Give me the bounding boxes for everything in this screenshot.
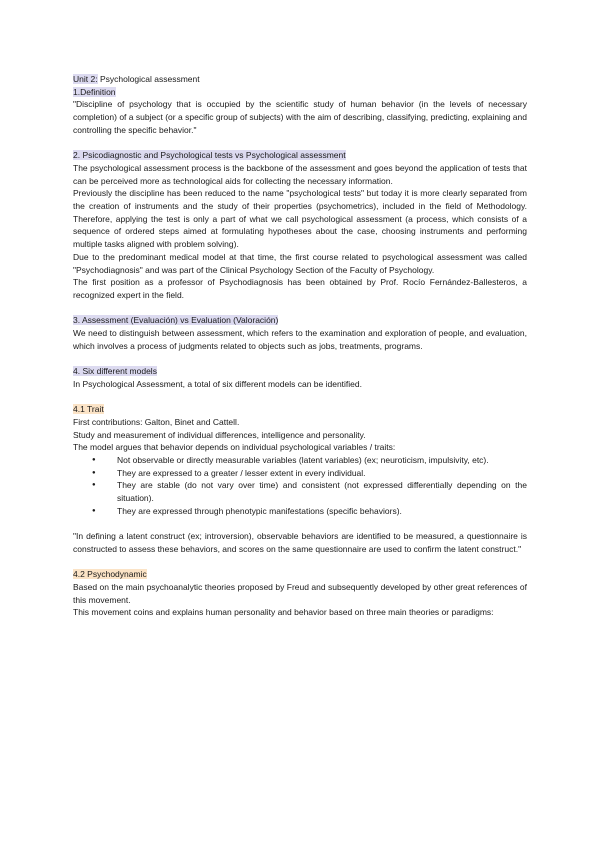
trait-quote: "In defining a latent construct (ex; introversion), observable behaviors are identified to be measured, a questionnaire is constructed to assess these behaviors, and scores on the same questionnaire are used to confirm the latent construct.": [73, 531, 527, 554]
trait-paragraph-3: The model argues that behavior depends on individual psychological variables / traits:: [73, 442, 396, 453]
tests-paragraph-1: The psychological assessment process is the backbone of the assessment and goes beyond the application of tests that can be perceived more as technological aids for collecting the necessary information.: [73, 162, 527, 186]
tests-paragraph-4: The first position as a professor of Psychodiagnosis has been obtained by Prof. Rocío Fernández-Ballesteros, a recognized expert in the field.: [73, 277, 527, 300]
section-heading-tests-vs-assessment: 2. Psicodiagnostic and Psychological tests vs Psychological assessment: [73, 150, 346, 161]
psychodynamic-paragraph-1: Based on the main psychoanalytic theories proposed by Freud and subsequently developed by other great references of this movement.: [73, 582, 527, 605]
trait-paragraph-1: First contributions: Galton, Binet and Cattell.: [73, 416, 240, 427]
section-heading-psychodynamic: 4.2 Psychodynamic: [73, 569, 147, 580]
section-heading-six-models: 4. Six different models: [73, 366, 157, 377]
section-heading-definition: 1.Definition: [73, 86, 116, 97]
list-item: ● They are expressed through phenotypic manifestations (specific behaviors).: [117, 505, 527, 518]
definition-text: "Discipline of psychology that is occupied by the scientific study of human behavior (in the levels of necessary completion) of a subject (or a specific group of subjects) with the aim of describing, classifying, predicting, explaining and controlling the specific behavior.": [73, 99, 527, 135]
list-item: ● They are expressed to a greater / lesser extent in every individual.: [117, 467, 527, 480]
trait-bullet-list: [73, 454, 527, 518]
unit-title: [73, 73, 527, 86]
trait-paragraph-2: Study and measurement of individual differences, intelligence and personality.: [73, 429, 366, 440]
tests-paragraph-3: Due to the predominant medical model at that time, the first course related to psychological assessment was called "Psychodiagnosis" and was part of the Clinical Psychology Section of the Faculty of Psychology.: [73, 251, 527, 275]
unit-name: Psychological assessment: [97, 74, 200, 84]
list-item: ● Not observable or directly measurable variables (latent variables) (ex; neuroticism, impulsivity, etc).: [117, 454, 527, 467]
assessment-paragraph: We need to distinguish between assessment, which refers to the examination and exploration of people, and evaluation, which involves a process of judgments related to objects such as jobs, treatments, programs.: [73, 328, 527, 351]
psychodynamic-paragraph-2: This movement coins and explains human personality and behavior based on three main theories or paradigms:: [73, 607, 494, 618]
tests-paragraph-2: Previously the discipline has been reduced to the name "psychological tests" but today it is more clearly separated from the creation of instruments and the study of their properties (psychometrics), included in the field of Methodology. Therefore, applying the test is only a part of what we call psychological assessment (a process, which consists of a sequence of ordered steps aimed at formulating hypotheses about the case, choosing instruments and performing multiple tasks aligned with problem solving).: [73, 188, 527, 250]
unit-label: Unit 2:: [73, 74, 98, 84]
list-item: ● They are stable (do not vary over time) and consistent (not expressed differentially depending on the situation).: [117, 479, 527, 504]
section-heading-trait: 4.1 Trait: [73, 404, 104, 415]
section-heading-assessment-vs-evaluation: 3. Assessment (Evaluación) vs Evaluation (Valoración): [73, 315, 279, 326]
six-models-paragraph: In Psychological Assessment, a total of six different models can be identified.: [73, 378, 362, 389]
